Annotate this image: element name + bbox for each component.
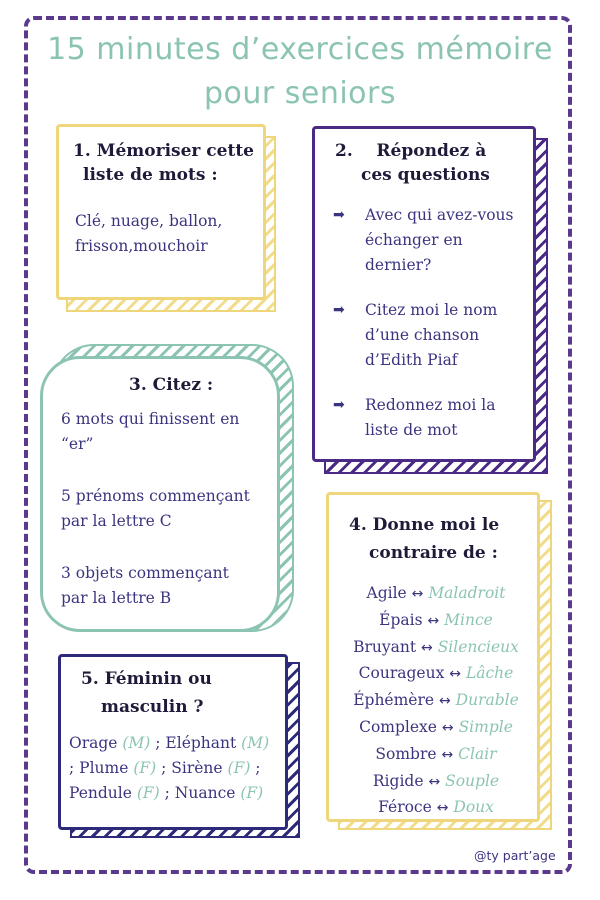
- arrow-right-icon: ➡: [333, 302, 345, 318]
- opposite-pair: [329, 742, 543, 769]
- box2-questions: [312, 126, 536, 462]
- box1-heading: 1. Mémoriser cette liste de mots :: [73, 141, 254, 185]
- opposite-pair: [329, 581, 543, 608]
- pair-word: Sombre: [375, 744, 437, 763]
- pair-opposite: Souple: [445, 771, 500, 790]
- box3-heading: 3. Citez :: [129, 375, 214, 395]
- double-arrow-icon: ↔: [428, 773, 441, 790]
- arrow-right-icon: ➡: [333, 207, 345, 223]
- box1-memorize-words: [56, 124, 266, 300]
- double-arrow-icon: ↔: [411, 586, 424, 602]
- pair-word: Courageux: [358, 664, 445, 683]
- box2-heading: 2. Répondez à ces questions: [335, 141, 490, 185]
- double-arrow-icon: ↔: [427, 612, 440, 629]
- title-line-2: pour seniors: [203, 76, 397, 111]
- opposite-pair: [329, 661, 543, 688]
- double-arrow-icon: ↔: [421, 639, 433, 656]
- double-arrow-icon: ↔: [439, 693, 451, 710]
- box4-opposites: [326, 492, 540, 822]
- pair-word: Éphémère: [353, 691, 435, 710]
- double-arrow-icon: ↔: [441, 746, 454, 763]
- question-item: ➡ Redonnez moi la liste de mot: [333, 393, 533, 443]
- question-item: ➡ Citez moi le nom d’une chanson d’Edith Piaf: [333, 298, 533, 373]
- list-item: 6 mots qui finissent en “er”: [61, 410, 240, 453]
- pair-word: Rigide: [372, 771, 424, 790]
- page-title: [40, 28, 560, 116]
- box3-item-list: [61, 407, 281, 611]
- double-arrow-icon: ↔: [436, 800, 449, 817]
- opposite-pair: [329, 608, 543, 635]
- list-item: 3 objets commençant par la lettre B: [61, 564, 229, 607]
- opposite-pair: [329, 769, 543, 796]
- box3-cite: [40, 356, 280, 632]
- box5-heading: 5. Féminin ou masculin ?: [81, 669, 212, 717]
- box2-question-list: [333, 203, 533, 463]
- opposite-pair: [329, 688, 543, 715]
- opposite-pair: [329, 795, 543, 822]
- box4-heading: 4. Donne moi le contraire de :: [349, 515, 500, 563]
- pair-opposite: Durable: [455, 691, 519, 710]
- list-item: 5 prénoms commençant par la lettre C: [61, 487, 250, 530]
- box5-gender: [58, 654, 288, 830]
- arrow-right-icon: ➡: [333, 397, 345, 413]
- title-line-1: 15 minutes d’exercices mémoire: [47, 32, 553, 67]
- pair-opposite: Doux: [453, 798, 494, 817]
- pair-opposite: Mince: [444, 610, 493, 629]
- pair-word: Épais: [379, 610, 423, 629]
- pair-opposite: Simple: [458, 717, 513, 736]
- opposite-pair: [329, 715, 543, 742]
- box4-pair-list: [329, 581, 543, 822]
- box1-word-list: Clé, nuage, ballon, frisson,mouchoir: [75, 212, 223, 255]
- box5-word-list: Orage (M) ; Eléphant (M) ; Plume (F) ; Sirène (F) ; Pendule (F) ; Nuance (F): [69, 734, 270, 802]
- double-arrow-icon: ↔: [449, 666, 461, 683]
- pair-word: Agile: [366, 584, 407, 602]
- pair-word: Féroce: [378, 798, 432, 817]
- pair-opposite: Maladroit: [428, 584, 506, 602]
- pair-word: Bruyant: [353, 637, 417, 656]
- pair-opposite: Silencieux: [437, 637, 519, 656]
- pair-opposite: Clair: [458, 744, 497, 763]
- pair-word: Complexe: [359, 717, 437, 736]
- double-arrow-icon: ↔: [441, 719, 454, 736]
- question-item: ➡ Avec qui avez-vous échanger en dernier?: [333, 203, 533, 278]
- credit-label: @ty part’age: [474, 848, 556, 863]
- pair-opposite: Lâche: [465, 664, 514, 683]
- opposite-pair: [329, 635, 543, 662]
